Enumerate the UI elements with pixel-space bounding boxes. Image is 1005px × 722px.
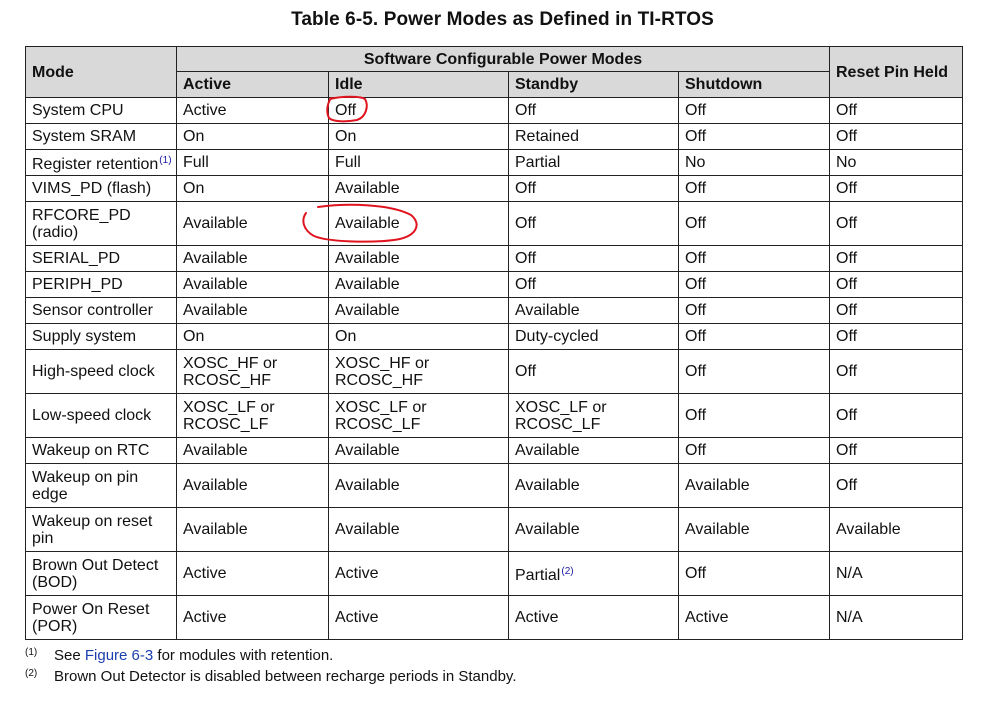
- cell-idle: [329, 508, 509, 552]
- cell-text: Off: [515, 363, 537, 380]
- cell-standby: [509, 552, 679, 596]
- cell-reset: [830, 350, 963, 394]
- cell-text: Full: [335, 154, 361, 171]
- header-active: Active: [177, 72, 329, 98]
- cell-text: No: [836, 154, 857, 171]
- cell-text: Off: [836, 302, 858, 319]
- cell-text: Off: [836, 477, 858, 494]
- cell-mode: [26, 98, 177, 124]
- cell-text: Available: [183, 276, 248, 293]
- cell-active: [177, 298, 329, 324]
- cell-shutdown: [679, 394, 830, 438]
- cell-text: Off: [335, 102, 357, 119]
- cell-idle: [329, 272, 509, 298]
- cell-text: Available: [183, 302, 248, 319]
- cell-text: Available: [515, 442, 580, 459]
- table-row: [26, 596, 963, 640]
- cell-text: On: [183, 128, 205, 145]
- cell-shutdown: [679, 350, 830, 394]
- cell-active: [177, 552, 329, 596]
- cell-text: Wakeup on reset pin: [32, 512, 153, 547]
- cell-text: Off: [836, 363, 858, 380]
- cell-text: Off: [836, 328, 858, 345]
- table-title: Table 6-5. Power Modes as Defined in TI-RTOS: [291, 9, 714, 30]
- header-mode: Mode: [26, 47, 177, 98]
- cell-text: On: [183, 180, 205, 197]
- cell-text: Available: [335, 521, 400, 538]
- cell-idle: [329, 202, 509, 246]
- table-row: [26, 508, 963, 552]
- cell-shutdown: [679, 98, 830, 124]
- cell-standby: [509, 394, 679, 438]
- cell-reset: [830, 438, 963, 464]
- cell-text: Off: [685, 215, 707, 232]
- cell-text: Active: [515, 609, 559, 626]
- cell-shutdown: [679, 202, 830, 246]
- cell-text: Available: [685, 477, 750, 494]
- cell-mode: [26, 464, 177, 508]
- cell-text: Retained: [515, 128, 580, 145]
- cell-reset: [830, 298, 963, 324]
- cell-shutdown: [679, 596, 830, 640]
- table-row: [26, 394, 963, 438]
- cell-active: [177, 464, 329, 508]
- cell-text: On: [335, 128, 357, 145]
- cell-text: Available: [515, 302, 580, 319]
- cell-text: Supply system: [32, 328, 137, 345]
- cell-idle: [329, 176, 509, 202]
- cell-mode: [26, 596, 177, 640]
- cell-active: [177, 246, 329, 272]
- cell-text: Off: [515, 180, 537, 197]
- cell-active: [177, 202, 329, 246]
- cell-reset: [830, 552, 963, 596]
- cell-text: Available: [183, 215, 248, 232]
- table-row: [26, 298, 963, 324]
- cell-shutdown: [679, 508, 830, 552]
- cell-text: Available: [335, 302, 400, 319]
- cell-text: Off: [685, 328, 707, 345]
- cell-reset: [830, 176, 963, 202]
- footnote-text: for modules with retention.: [153, 647, 334, 664]
- cell-idle: [329, 98, 509, 124]
- cell-text: Available: [335, 180, 400, 197]
- cell-idle: [329, 150, 509, 176]
- cell-text: Off: [836, 128, 858, 145]
- footnote-ref[interactable]: (1): [159, 155, 172, 166]
- cell-mode: [26, 438, 177, 464]
- cell-idle: [329, 552, 509, 596]
- cell-shutdown: [679, 246, 830, 272]
- cell-active: [177, 98, 329, 124]
- cell-standby: [509, 98, 679, 124]
- cell-mode: [26, 176, 177, 202]
- cell-standby: [509, 596, 679, 640]
- cell-text: Off: [836, 407, 858, 424]
- cell-text: Active: [183, 565, 227, 582]
- cell-text: Off: [685, 302, 707, 319]
- cell-text: System CPU: [32, 102, 124, 119]
- header-reset-pin-held: Reset Pin Held: [830, 47, 963, 98]
- cell-reset: [830, 98, 963, 124]
- cell-text: Off: [685, 180, 707, 197]
- cell-mode: [26, 552, 177, 596]
- cell-active: [177, 438, 329, 464]
- cell-text: Active: [335, 565, 379, 582]
- cell-text: Active: [183, 609, 227, 626]
- cell-text: XOSC_LF or RCOSC_LF: [335, 398, 427, 433]
- cell-shutdown: [679, 552, 830, 596]
- cell-text: XOSC_LF or RCOSC_LF: [515, 398, 607, 433]
- cell-text: XOSC_LF or RCOSC_LF: [183, 398, 275, 433]
- cell-mode: [26, 150, 177, 176]
- cell-active: [177, 176, 329, 202]
- cell-text: PERIPH_PD: [32, 276, 123, 293]
- cell-idle: [329, 596, 509, 640]
- table-row: [26, 202, 963, 246]
- header-idle: Idle: [329, 72, 509, 98]
- cell-text: Off: [685, 102, 707, 119]
- cell-text: Available: [836, 521, 901, 538]
- cell-shutdown: [679, 272, 830, 298]
- cell-text: Off: [836, 442, 858, 459]
- footnote-text: Brown Out Detector is disabled between recharge periods in Standby.: [54, 668, 517, 685]
- table-row: [26, 98, 963, 124]
- cell-text: System SRAM: [32, 128, 137, 145]
- cell-active: [177, 394, 329, 438]
- cell-text: Active: [335, 609, 379, 626]
- cell-standby: [509, 298, 679, 324]
- figure-link[interactable]: Figure 6-3: [84, 647, 154, 664]
- power-modes-table: [25, 46, 963, 640]
- cell-standby: [509, 324, 679, 350]
- cell-standby: [509, 246, 679, 272]
- cell-text: Register retention: [32, 156, 159, 173]
- cell-idle: [329, 324, 509, 350]
- footnote-ref[interactable]: (2): [561, 566, 574, 577]
- cell-text: Available: [335, 442, 400, 459]
- cell-text: Off: [515, 276, 537, 293]
- cell-text: Available: [183, 477, 248, 494]
- footnote-mark: (1): [25, 647, 38, 658]
- cell-mode: [26, 246, 177, 272]
- cell-text: Partial: [515, 154, 561, 171]
- cell-text: Active: [183, 102, 227, 119]
- cell-active: [177, 124, 329, 150]
- cell-text: Available: [335, 215, 400, 232]
- cell-reset: [830, 508, 963, 552]
- table-row: [26, 150, 963, 176]
- cell-active: [177, 596, 329, 640]
- cell-idle: [329, 394, 509, 438]
- cell-text: Off: [685, 128, 707, 145]
- cell-standby: [509, 124, 679, 150]
- cell-text: Power On Reset (POR): [32, 600, 150, 635]
- cell-text: Available: [335, 276, 400, 293]
- cell-shutdown: [679, 176, 830, 202]
- cell-text: No: [685, 154, 706, 171]
- cell-text: Off: [836, 250, 858, 267]
- header-software-configurable-power-modes: Software Configurable Power Modes: [177, 47, 830, 72]
- cell-idle: [329, 350, 509, 394]
- cell-text: Active: [685, 609, 729, 626]
- cell-text: Available: [335, 477, 400, 494]
- cell-text: Available: [335, 250, 400, 267]
- cell-mode: [26, 272, 177, 298]
- cell-idle: [329, 464, 509, 508]
- cell-standby: [509, 202, 679, 246]
- header-standby: Standby: [509, 72, 679, 98]
- cell-shutdown: [679, 124, 830, 150]
- cell-reset: [830, 394, 963, 438]
- cell-active: [177, 324, 329, 350]
- cell-text: Low-speed clock: [32, 407, 152, 424]
- cell-text: Duty-cycled: [515, 328, 599, 345]
- cell-text: Off: [515, 215, 537, 232]
- cell-active: [177, 272, 329, 298]
- cell-reset: [830, 272, 963, 298]
- cell-idle: [329, 298, 509, 324]
- cell-text: Off: [685, 565, 707, 582]
- cell-text: Off: [685, 363, 707, 380]
- cell-text: Off: [836, 102, 858, 119]
- cell-text: Off: [515, 250, 537, 267]
- cell-mode: [26, 202, 177, 246]
- header-shutdown: Shutdown: [679, 72, 830, 98]
- cell-reset: [830, 150, 963, 176]
- table-row: [26, 552, 963, 596]
- table-row: [26, 350, 963, 394]
- cell-shutdown: [679, 438, 830, 464]
- cell-text: High-speed clock: [32, 363, 155, 380]
- cell-active: [177, 508, 329, 552]
- cell-standby: [509, 150, 679, 176]
- footnote-mark: (2): [25, 668, 38, 679]
- cell-reset: [830, 246, 963, 272]
- table-row: [26, 324, 963, 350]
- cell-mode: [26, 508, 177, 552]
- cell-mode: [26, 350, 177, 394]
- cell-text: VIMS_PD (flash): [32, 180, 152, 197]
- cell-text: Full: [183, 154, 209, 171]
- cell-text: Off: [685, 407, 707, 424]
- footnote-text: See: [54, 647, 85, 664]
- cell-text: N/A: [836, 609, 863, 626]
- table-row: [26, 464, 963, 508]
- cell-reset: [830, 324, 963, 350]
- cell-text: Off: [836, 180, 858, 197]
- cell-text: Available: [183, 250, 248, 267]
- cell-text: Brown Out Detect (BOD): [32, 556, 159, 591]
- cell-text: On: [183, 328, 205, 345]
- cell-text: Off: [515, 102, 537, 119]
- cell-text: RFCORE_PD (radio): [32, 206, 131, 241]
- cell-shutdown: [679, 150, 830, 176]
- cell-active: [177, 350, 329, 394]
- cell-reset: [830, 464, 963, 508]
- cell-text: Off: [836, 276, 858, 293]
- cell-text: On: [335, 328, 357, 345]
- cell-shutdown: [679, 298, 830, 324]
- cell-text: N/A: [836, 565, 863, 582]
- cell-standby: [509, 176, 679, 202]
- cell-text: Available: [515, 477, 580, 494]
- cell-standby: [509, 350, 679, 394]
- cell-mode: [26, 298, 177, 324]
- cell-mode: [26, 324, 177, 350]
- cell-mode: [26, 394, 177, 438]
- table-row: [26, 438, 963, 464]
- cell-text: XOSC_HF or RCOSC_HF: [183, 354, 278, 389]
- table-row: [26, 176, 963, 202]
- cell-shutdown: [679, 464, 830, 508]
- table-row: [26, 124, 963, 150]
- cell-text: XOSC_HF or RCOSC_HF: [335, 354, 430, 389]
- cell-text: Available: [685, 521, 750, 538]
- cell-text: Wakeup on RTC: [32, 442, 150, 459]
- cell-text: Sensor controller: [32, 302, 153, 319]
- cell-reset: [830, 124, 963, 150]
- cell-text: Available: [183, 521, 248, 538]
- cell-text: Partial: [515, 567, 561, 584]
- cell-standby: [509, 508, 679, 552]
- cell-text: Off: [685, 250, 707, 267]
- cell-text: Available: [183, 442, 248, 459]
- cell-idle: [329, 246, 509, 272]
- cell-standby: [509, 272, 679, 298]
- cell-reset: [830, 202, 963, 246]
- cell-idle: [329, 438, 509, 464]
- cell-shutdown: [679, 324, 830, 350]
- cell-mode: [26, 124, 177, 150]
- cell-standby: [509, 438, 679, 464]
- cell-text: Available: [515, 521, 580, 538]
- cell-reset: [830, 596, 963, 640]
- cell-text: SERIAL_PD: [32, 250, 121, 267]
- table-row: [26, 272, 963, 298]
- cell-text: Off: [836, 215, 858, 232]
- cell-text: Off: [685, 276, 707, 293]
- table-row: [26, 246, 963, 272]
- cell-active: [177, 150, 329, 176]
- cell-idle: [329, 124, 509, 150]
- cell-standby: [509, 464, 679, 508]
- cell-text: Off: [685, 442, 707, 459]
- cell-text: Wakeup on pin edge: [32, 468, 139, 503]
